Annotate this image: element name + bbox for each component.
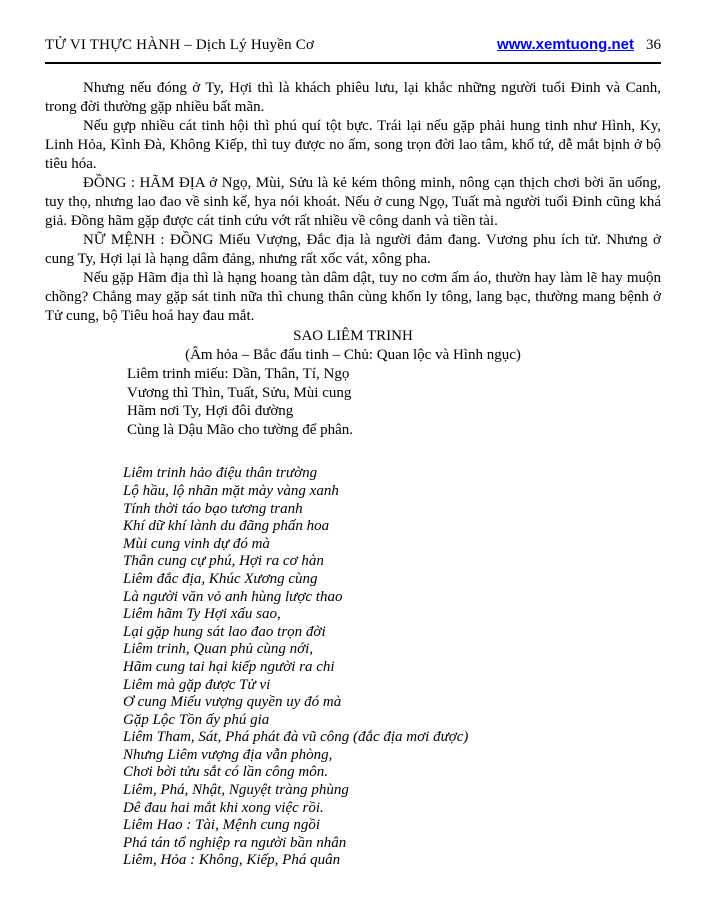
paragraph-4: NỮ MỆNH : ĐỒNG Miếu Vượng, Đắc địa là người đảm đang. Vương phu ích tử. Nhưng ở cung Ty, Hợi lại là hạng dâm đảng, nhưng rất xốc vát, xông pha. [45, 232, 661, 267]
poem-line: Dê đau hai mắt khi xong việc rồi. [123, 799, 324, 816]
book-title: TỬ VI THỰC HÀNH – Dịch Lý Huyền Cơ [45, 37, 315, 53]
poem-line: Liêm, Phá, Nhật, Nguyệt tràng phùng [123, 782, 349, 799]
section-subtitle: (Âm hỏa – Bắc đẩu tinh – Chủ: Quan lộc và Hình ngục) [185, 347, 521, 363]
verse-line: Cùng là Dậu Mão cho tường để phân. [127, 421, 354, 438]
poem-line: Ơ cung Miếu vượng quyền uy đó mà [123, 694, 342, 711]
poem-line: Liêm Tham, Sát, Phá phát đà vũ công (đắc địa mơi được) [123, 729, 469, 746]
paragraph-2: Nếu gựp nhiều cát tinh hội thì phú quí tột bực. Trái lại nếu gặp phải hung tinh như Hình, Ky, Linh Hỏa, Kình Đà, Không Kiếp, thì tuy được no ấm, song trọn đời lao tâm, khổ tứ, dễ mắt bịnh ở bộ tiêu hóa. [45, 118, 661, 172]
poem-block [123, 465, 661, 870]
paragraph-1: Nhưng nếu đóng ở Ty, Hợi thì là khách phiêu lưu, lại khắc những người tuổi Đinh và Canh, trong đời thường gặp nhiều bất mãn. [45, 80, 661, 115]
poem-line: Liêm trinh hảo điệu thân trường [123, 465, 318, 482]
verse-block [127, 365, 661, 439]
poem-line: Liêm Hao : Tài, Mệnh cung ngồi [123, 817, 321, 834]
poem-line: Phá tán tổ nghiệp ra người bần nhân [123, 834, 347, 851]
poem-line: Lại gặp hung sát lao đao trọn đời [123, 623, 326, 640]
verse-line: Liêm trinh miếu: Dần, Thân, Tí, Ngọ [127, 366, 350, 382]
section-title: SAO LIÊM TRINH [293, 328, 413, 344]
page-number: 36 [646, 37, 661, 53]
page-body [45, 79, 661, 870]
poem-line: Mùi cung vinh dự đó mà [123, 535, 270, 552]
poem-line: Liêm hãm Ty Hợi xấu sao, [123, 606, 281, 623]
poem-line: Nhưng Liêm vượng địa vẫn phòng, [123, 746, 333, 763]
poem-line: Liêm, Hỏa : Không, Kiếp, Phá quân [123, 852, 341, 869]
verse-line: Vương thì Thìn, Tuất, Sửu, Mùi cung [127, 384, 352, 401]
header-right [497, 36, 661, 54]
poem-line: Lộ hầu, lộ nhãn mặt mày vàng xanh [123, 482, 339, 499]
poem-line: Thân cung cự phú, Hợi ra cơ hàn [123, 553, 324, 570]
poem-line: Chơi bời tửu sắt có lần công môn. [123, 764, 329, 781]
poem-line: Liêm trinh, Quan phủ cùng nới, [123, 641, 314, 658]
poem-line: Khí dữ khí lành du đãng phấn hoa [123, 518, 330, 535]
verse-line: Hãm nơi Ty, Hợi đôi đường [127, 403, 294, 420]
poem-line: Liêm mà gặp được Tử vi [123, 676, 271, 693]
poem-line: Tính thời táo bạo tương tranh [123, 500, 303, 517]
page-header [45, 36, 661, 64]
poem-line: Gặp Lộc Tồn ấy phú gia [123, 711, 270, 728]
poem-line: Liêm đắc địa, Khúc Xương cùng [123, 570, 318, 587]
paragraph-5: Nếu gặp Hãm địa thì là hạng hoang tàn dâm dật, tuy no cơm ấm áo, thườn hay làm lẽ hay muộn chồng? Chẳng may gặp sát tinh nữa thì chung thân cùng khốn ly tông, lang bạc, thường mang bệnh ở Tử cung, bộ Tiêu hoá hay đau mắt. [45, 270, 661, 324]
website-link[interactable]: www.xemtuong.net [497, 36, 634, 53]
poem-line: Hãm cung tai hại kiếp người ra chi [123, 658, 335, 675]
poem-line: Là người văn vỏ anh hùng lược thao [123, 588, 343, 605]
paragraph-3: ĐỒNG : HÃM ĐỊA ở Ngọ, Mùi, Sửu là kẻ kém thông minh, nông cạn thịch chơi bời ăn uống, tuy thọ, nhưng lao đao về sinh kế, hya nói khoát. Nếu ở cung Ngọ, Tuất mà người tuổi Đinh cũng khá giả. Đồng hãm gặp được cát tinh cứu vớt rất nhiều về công danh và tiền tài. [45, 175, 661, 229]
